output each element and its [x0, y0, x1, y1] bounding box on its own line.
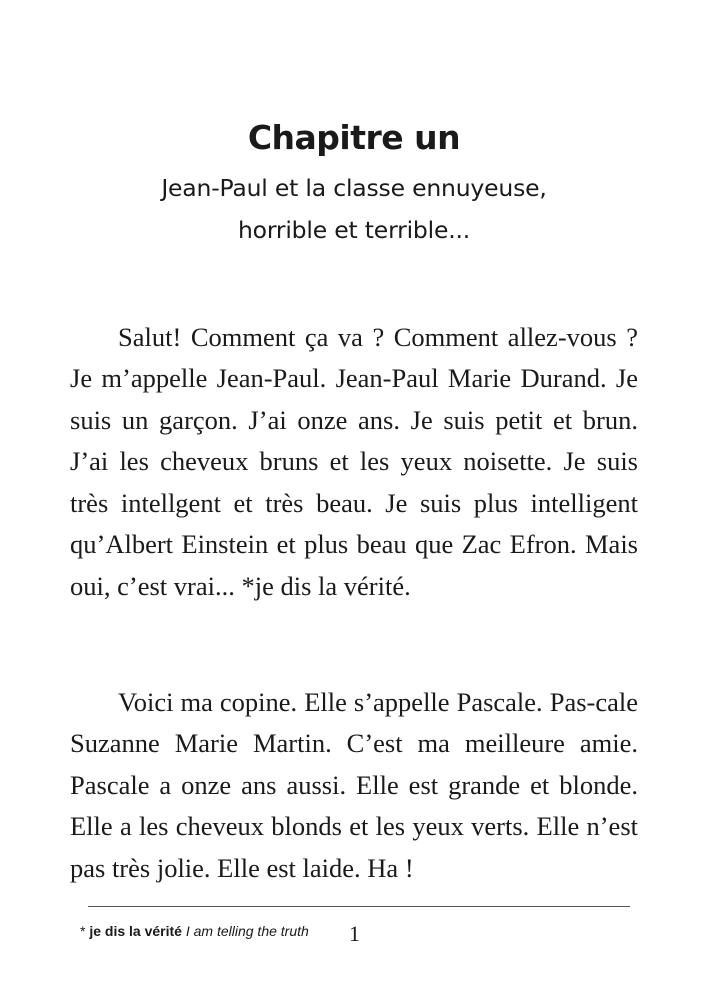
page-number: 1: [349, 921, 360, 946]
chapter-subtitle-line-2: horrible et terrible...: [237, 216, 471, 244]
footnote-translation: I am telling the truth: [181, 923, 309, 939]
body-paragraph-2: Voici ma copine. Elle s’appelle Pascale. Pas-cale Suzanne Marie Martin. C’est ma meilleure amie. Pascale a onze ans aussi. Elle est grande et blonde. Elle a les cheveux blonds et les yeux verts. Elle n’est pas très jolie. Elle est laide. Ha !: [70, 686, 638, 883]
chapter-heading: Chapitre un: [247, 118, 461, 157]
footnote-divider: [88, 906, 630, 907]
chapter-subtitle-line-1: Jean-Paul et la classe ennuyeuse,: [161, 174, 547, 202]
footnote: [80, 923, 309, 939]
footnote-term: je dis la vérité: [89, 923, 182, 939]
body-paragraph-1: Salut! Comment ça va ? Comment allez-vous ? Je m’appelle Jean-Paul. Jean-Paul Marie Durand. Je suis un garçon. J’ai onze ans. Je suis petit et brun. J’ai les cheveux bruns et les yeux noisette. Je suis très intellgent et très beau. Je suis plus intelligent qu’Albert Einstein et plus beau que Zac Efron. Mais oui, c’est vrai... *je dis la vérité.: [70, 321, 638, 601]
footnote-marker: *: [80, 923, 90, 939]
